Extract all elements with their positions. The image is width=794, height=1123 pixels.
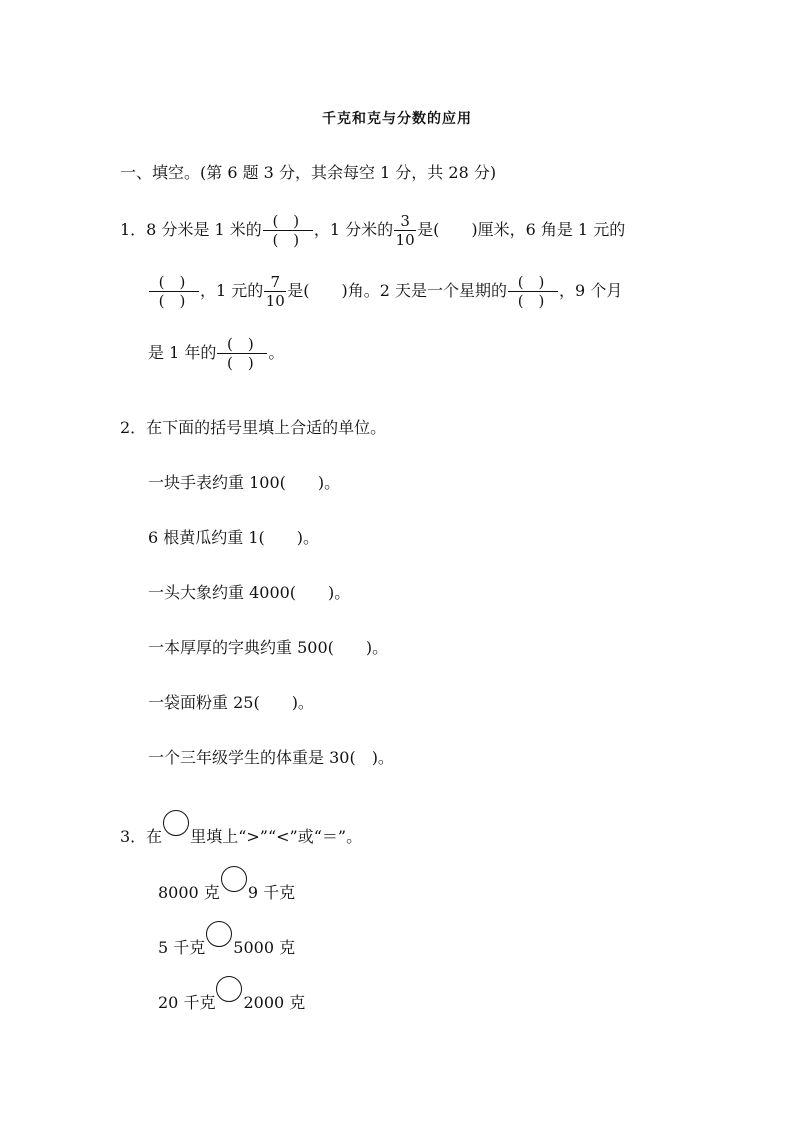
q1-text: 1．8 分米是 1 米的 xyxy=(120,220,262,239)
q2-item: 一头大象约重 4000( )。 xyxy=(148,583,351,602)
q1-text: ，1 分米的 xyxy=(313,220,394,239)
blank-denominator: ( ) xyxy=(227,354,254,372)
q2-item: 一本厚厚的字典约重 500( )。 xyxy=(148,638,389,657)
q1-text: 。 xyxy=(268,343,285,362)
blank-numerator: ( ) xyxy=(158,273,186,291)
q1-text: 是( )角。2 天是一个星期的 xyxy=(287,281,508,300)
compare-circle-icon xyxy=(163,810,189,836)
blank-fraction[interactable] xyxy=(217,335,267,372)
blank-denominator: ( ) xyxy=(517,292,545,310)
q3-left: 20 千克 xyxy=(158,993,216,1012)
q1-text: 是 1 年的 xyxy=(148,343,217,362)
q2-item: 一块手表约重 100( )。 xyxy=(148,473,341,492)
q3-heading xyxy=(120,810,362,847)
compare-circle[interactable] xyxy=(216,976,242,1002)
q3-item xyxy=(158,976,305,1013)
q3-right: 9 千克 xyxy=(247,883,296,902)
page-title: 千克和克与分数的应用 xyxy=(322,111,472,127)
blank-fraction[interactable] xyxy=(149,273,199,310)
q3-right: 5000 克 xyxy=(233,938,296,957)
q3-left: 8000 克 xyxy=(158,883,220,902)
q3-item xyxy=(158,921,295,958)
q2-item: 一袋面粉重 25( )。 xyxy=(148,693,314,712)
blank-fraction[interactable] xyxy=(263,212,313,249)
blank-denominator: ( ) xyxy=(158,292,186,310)
q3-heading-text: 3．在 xyxy=(120,827,163,846)
fraction-3-10 xyxy=(394,212,416,249)
q1-text: ，9 个月 xyxy=(559,281,623,300)
blank-fraction[interactable] xyxy=(508,273,558,310)
numerator: 7 xyxy=(270,273,281,291)
blank-numerator: ( ) xyxy=(227,335,254,353)
q3-item xyxy=(158,866,295,903)
q2-item: 6 根黄瓜约重 1( )。 xyxy=(148,528,320,547)
blank-numerator: ( ) xyxy=(272,212,300,230)
compare-circle[interactable] xyxy=(221,866,247,892)
q1-text: ，1 元的 xyxy=(200,281,264,300)
q2-item: 一个三年级学生的体重是 30( )。 xyxy=(148,748,394,767)
blank-numerator: ( ) xyxy=(517,273,545,291)
numerator: 3 xyxy=(400,212,410,230)
q3-left: 5 千克 xyxy=(158,938,206,957)
q1-line-1 xyxy=(120,212,625,249)
q1-text: 是( )厘米，6 角是 1 元的 xyxy=(417,220,626,239)
blank-denominator: ( ) xyxy=(272,231,300,249)
q3-heading-text: 里填上“>”“<”或“＝”。 xyxy=(190,827,363,846)
q3-right: 2000 克 xyxy=(243,993,306,1012)
compare-circle[interactable] xyxy=(206,921,232,947)
q1-line-2 xyxy=(148,273,622,310)
fraction-7-10 xyxy=(264,273,286,310)
denominator: 10 xyxy=(265,292,285,310)
section-heading: 一、填空。(第 6 题 3 分，其余每空 1 分，共 28 分) xyxy=(120,163,497,182)
q1-line-3 xyxy=(148,335,284,372)
q2-heading: 2．在下面的括号里填上合适的单位。 xyxy=(120,418,387,437)
denominator: 10 xyxy=(395,231,415,249)
